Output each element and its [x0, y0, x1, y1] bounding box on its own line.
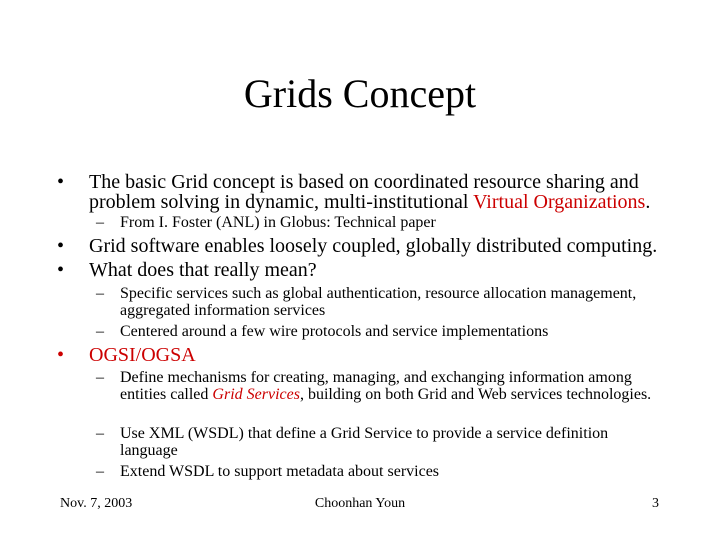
sub-bullet-text: Use XML (WSDL) that define a Grid Service to provide a service definition language	[120, 425, 609, 459]
grid-services-highlight: Grid Services	[212, 386, 300, 403]
footer-author: Choonhan Youn	[314, 496, 406, 511]
sub-bullet-text	[120, 369, 666, 403]
bullet-text-part: .	[645, 191, 651, 213]
bullet-text	[89, 172, 677, 212]
bullet-marker: •	[57, 344, 65, 366]
bullet-text: OGSI/OGSA	[89, 344, 196, 366]
sub-bullet-define-mechanisms	[96, 369, 666, 403]
bullet-text: What does that really mean?	[89, 259, 317, 281]
sub-bullet-text: From I. Foster (ANL) in Globus: Technical paper	[120, 214, 436, 231]
bullet-text: Grid software enables loosely coupled, globally distributed computing.	[89, 235, 658, 257]
sub-marker: –	[96, 323, 104, 340]
footer-date: Nov. 7, 2003	[60, 496, 133, 511]
bullet-what-does-that-mean	[57, 260, 677, 280]
bullet-ogsi-ogsa	[57, 345, 677, 365]
sub-bullet-text-part: Define mechanisms for creating, managing, and exchanging information among entities called	[120, 369, 632, 403]
sub-bullet-wire-protocols	[96, 323, 666, 340]
sub-marker: –	[96, 369, 104, 386]
sub-marker: –	[96, 425, 104, 442]
bullet-grid-concept	[57, 172, 677, 212]
bullet-marker: •	[57, 259, 65, 281]
sub-bullet-specific-services	[96, 285, 666, 319]
bullet-marker: •	[57, 235, 65, 257]
bullet-marker: •	[57, 171, 65, 193]
bullet-text-part: The basic Grid concept is based on coordinated resource sharing and problem solving in dynamic, multi-institutional	[89, 171, 639, 213]
bullet-grid-software	[57, 236, 677, 256]
sub-bullet-foster	[96, 214, 666, 231]
sub-marker: –	[96, 285, 104, 302]
sub-marker: –	[96, 214, 104, 231]
footer-page-number: 3	[652, 496, 659, 511]
sub-bullet-text: Centered around a few wire protocols and service implementations	[120, 323, 549, 340]
sub-bullet-text-part: , building on both Grid and Web services technologies.	[299, 386, 652, 403]
sub-bullet-text: Extend WSDL to support metadata about services	[120, 463, 440, 480]
virtual-organizations-highlight: Virtual Organizations	[473, 191, 646, 213]
sub-bullet-use-xml	[96, 425, 666, 459]
slide-title: Grids Concept	[243, 71, 477, 116]
sub-bullet-extend-wsdl	[96, 463, 666, 480]
sub-bullet-text: Specific services such as global authentication, resource allocation management, aggregated information services	[120, 285, 637, 319]
sub-marker: –	[96, 463, 104, 480]
